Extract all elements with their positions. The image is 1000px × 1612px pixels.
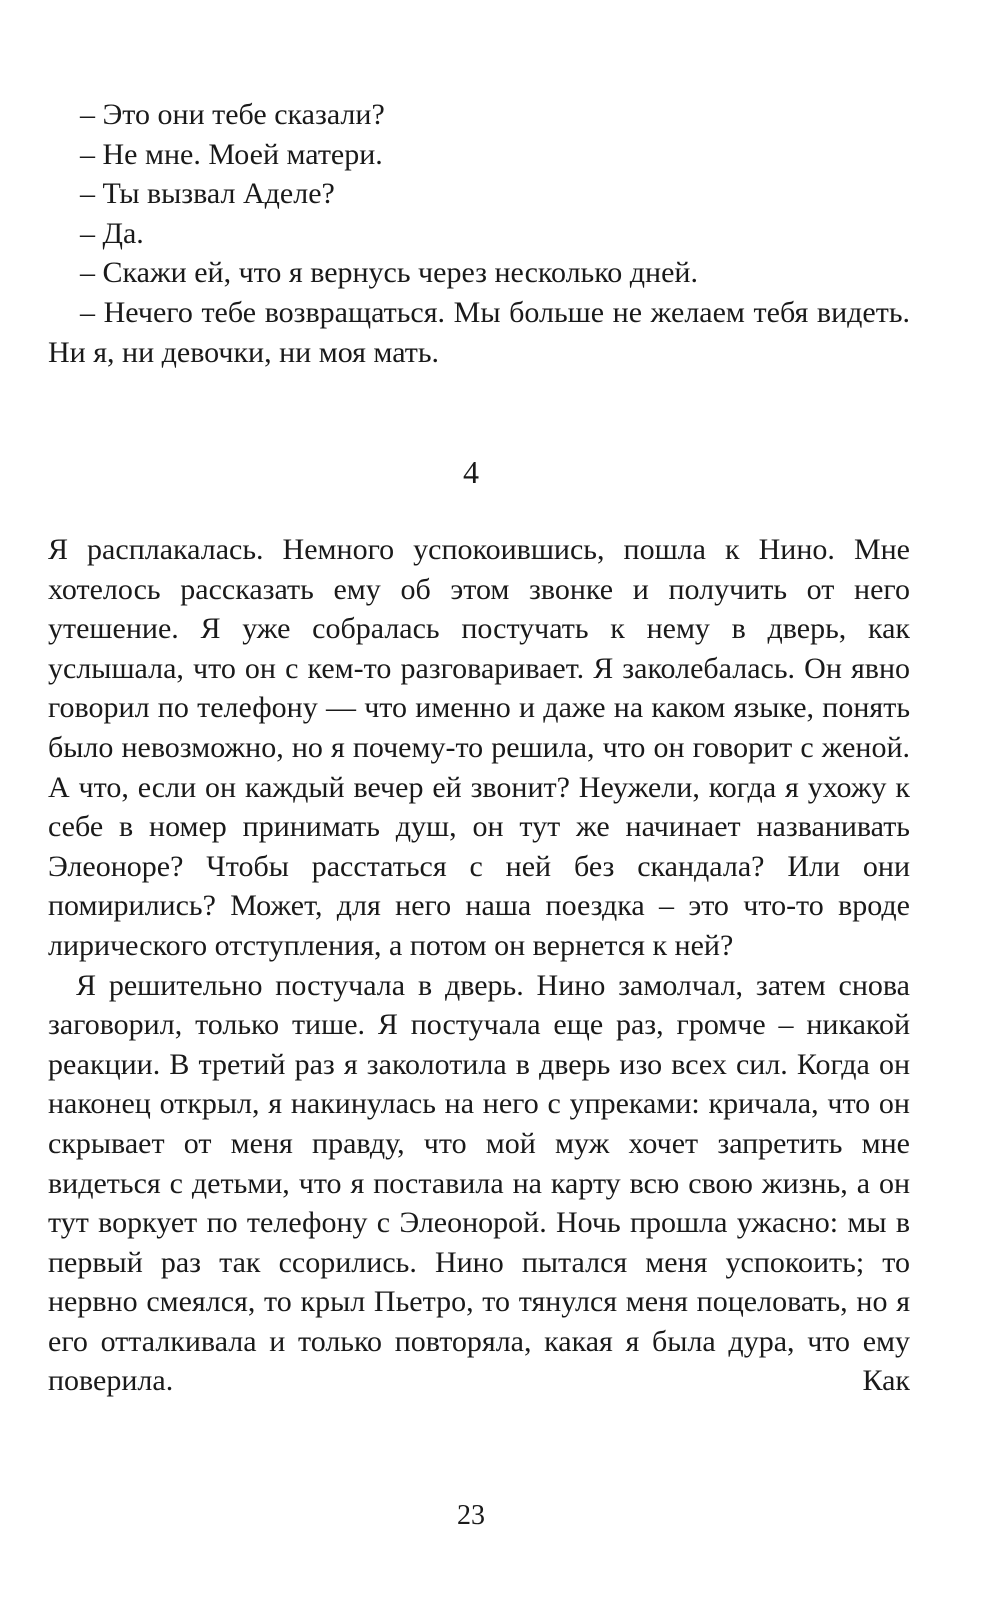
body-text	[48, 530, 910, 1401]
dialogue-line: – Скажи ей, что я вернусь через несколько дней.	[80, 256, 698, 290]
dialogue-line: – Ты вызвал Аделе?	[80, 177, 335, 211]
page-number: 23	[457, 1500, 485, 1531]
dialogue-block	[48, 95, 910, 372]
chapter-number: 4	[463, 454, 479, 490]
dialogue-line: – Да.	[80, 216, 144, 250]
dialogue-line: – Это они тебе сказали?	[80, 98, 385, 131]
paragraph: Я расплакалась. Немного успокоившись, пошла к Нино. Мне хотелось рассказать ему об этом звонке и получить от него утешение. Я уже собралась постучать к нему в дверь, как услышала, что он с кем-то разговаривает. Я заколебалась. Он явно говорил по телефону — что именно и даже на каком языке, понять было невозможно, но я почему-то решила, что он говорит с женой. А что, если он каждый вечер ей звонит? Неужели, когда я ухожу к себе в номер принимать душ, он тут же начинает названивать Элеоноре? Чтобы расстаться с ней без скандала? Или они помирились? Может, для него наша поездка – это что-то вроде лирического отступления, а потом он вернется к ней?	[48, 533, 910, 962]
dialogue-line: – Нечего тебе возвращаться. Мы больше не желаем тебя видеть. Ни я, ни девочки, ни моя мать.	[48, 295, 910, 369]
paragraph: Я решительно постучала в дверь. Нино замолчал, затем снова заговорил, только тише. Я постучала еще раз, громче – никакой реакции. В третий раз я заколотила в дверь изо всех сил. Когда он наконец открыл, я накинулась на него с упреками: кричала, что он скрывает от меня правду, что мой муж хочет запретить мне видеться с детьми, что я поставила на карту всю свою жизнь, а он тут воркует по телефону с Элеонорой. Ночь прошла ужасно: мы в первый раз так ссорились. Нино пытался меня успокоить; то нервно смеялся, то крыл Пьетро, то тянулся меня поцеловать, но я его отталкивала и только повторяла, какая я была дура, что ему поверила. Как	[48, 968, 910, 1398]
dialogue-line: – Не мне. Моей матери.	[80, 137, 383, 171]
